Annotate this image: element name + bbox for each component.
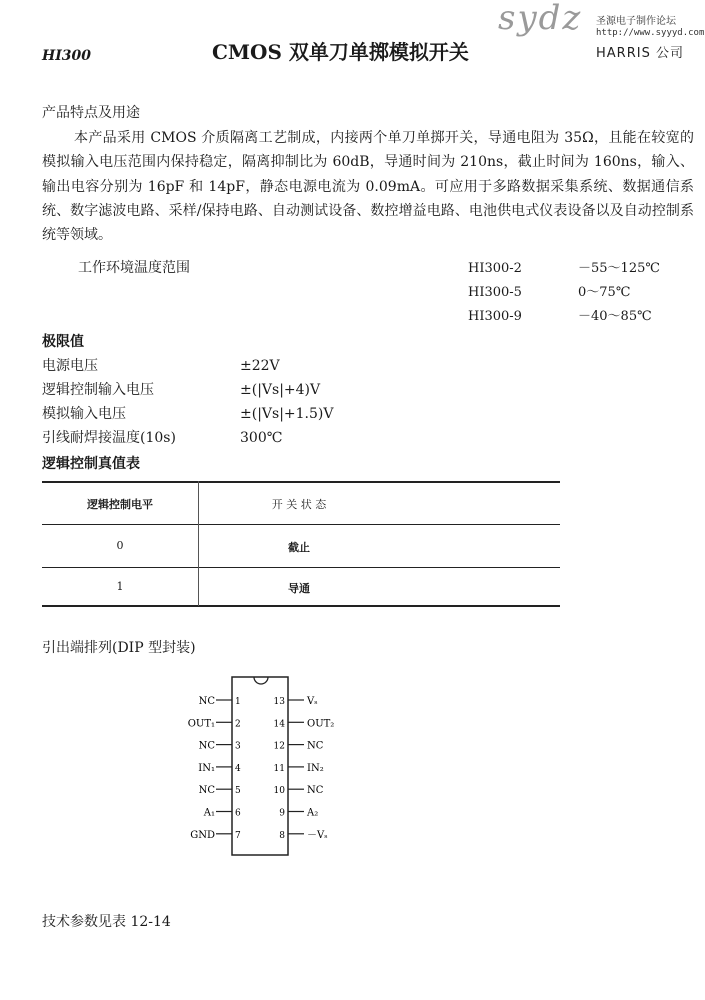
temperature-row xyxy=(468,281,630,300)
limit-value: ±(|Vs|+4)V xyxy=(240,382,321,398)
pinout-heading: 引出端排列(DIP 型封装) xyxy=(42,640,196,656)
pin-name: NC xyxy=(198,696,215,707)
temperature-code: HI300-2 xyxy=(468,261,522,276)
limit-value: ±(|Vs|+1.5)V xyxy=(240,406,334,422)
pin-name: OUT₁ xyxy=(187,718,215,730)
truth-header-state: 开 关 状 态 xyxy=(271,498,327,511)
pin1-notch xyxy=(254,677,268,684)
truth-cell-state: 导通 xyxy=(288,582,310,595)
pin-number: 4 xyxy=(235,763,241,774)
watermark-site-name: 圣源电子制作论坛 xyxy=(596,16,676,27)
truth-header-level: 逻辑控制电平 xyxy=(87,498,153,511)
pin-name: NC xyxy=(307,740,324,752)
temperature-label: 工作环境温度范围 xyxy=(78,260,190,276)
pin-number: 1 xyxy=(235,697,241,707)
pin-name: A₁ xyxy=(203,807,215,819)
temperature-range: －40～85℃ xyxy=(578,309,652,324)
truth-table-heading: 逻辑控制真值表 xyxy=(42,456,140,472)
limit-label: 引线耐焊接温度(10s) xyxy=(42,430,176,446)
table-rule xyxy=(42,567,560,568)
left-pins xyxy=(188,696,241,841)
temperature-row xyxy=(468,305,652,324)
table-rule xyxy=(42,481,560,483)
limit-label: 模拟输入电压 xyxy=(42,406,126,422)
table-rule xyxy=(42,524,560,525)
watermark-logo: sydz xyxy=(498,0,583,38)
pin-number: 12 xyxy=(273,741,285,752)
pin-name: OUT₂ xyxy=(307,718,335,730)
temperature-code: HI300-9 xyxy=(468,309,522,324)
model-number: HI300 xyxy=(42,48,91,64)
temperature-code: HI300-5 xyxy=(468,285,522,300)
pin-number: 7 xyxy=(235,830,241,841)
pin-name: GND xyxy=(190,829,215,841)
pin-number: 6 xyxy=(235,808,241,819)
dip-package-svg xyxy=(180,672,370,872)
watermark xyxy=(492,2,705,60)
pin-number: 5 xyxy=(235,786,241,797)
right-pins xyxy=(274,696,335,841)
limit-value: 300℃ xyxy=(240,430,283,446)
limit-value: ±22V xyxy=(240,358,280,374)
limit-label: 逻辑控制输入电压 xyxy=(42,382,154,398)
pin-number: 14 xyxy=(273,719,285,730)
truth-table xyxy=(42,481,560,606)
temperature-range: －55～125℃ xyxy=(578,261,660,276)
features-heading: 产品特点及用途 xyxy=(42,105,140,121)
limit-row xyxy=(42,403,334,423)
pin-name: －Vₛ xyxy=(307,829,328,841)
temperature-range: 0～75℃ xyxy=(578,285,631,300)
limit-row xyxy=(42,355,280,375)
pin-number: 11 xyxy=(273,763,285,774)
pin-name: A₂ xyxy=(307,807,319,819)
table-rule xyxy=(42,605,560,607)
pin-number: 2 xyxy=(235,719,241,730)
limit-row xyxy=(42,427,282,447)
limits-heading: 极限值 xyxy=(42,334,84,350)
page-title: CMOS 双单刀单掷模拟开关 xyxy=(212,40,469,64)
watermark-company: HARRIS 公司 xyxy=(596,46,684,61)
limit-row xyxy=(42,379,320,399)
temperature-row xyxy=(468,257,660,276)
pin-number: 3 xyxy=(235,741,241,752)
pin-name: NC xyxy=(198,740,215,752)
pin-number: 8 xyxy=(279,830,285,841)
pin-name: IN₂ xyxy=(307,762,324,774)
pin-number: 10 xyxy=(273,786,285,797)
pin-name: IN₁ xyxy=(198,762,215,774)
footer-note: 技术参数见表 12-14 xyxy=(42,914,171,930)
pin-number: 13 xyxy=(273,697,285,707)
truth-cell-level: 0 xyxy=(116,539,124,552)
pin-name: Vₛ xyxy=(307,696,318,707)
truth-cell-level: 1 xyxy=(116,580,124,593)
limit-label: 电源电压 xyxy=(42,358,98,374)
pin-number: 9 xyxy=(279,808,285,819)
watermark-url: http://www.syyyd.com xyxy=(596,28,705,38)
features-paragraph: 本产品采用 CMOS 介质隔离工艺制成，内接两个单刀单掷开关，导通电阻为 35Ω，且能在较宽的模拟输入电压范围内保持稳定，隔离抑制比为 60dB，导通时间为 210ns，截止时间为 160ns，输入、输出电容分别为 16pF 和 14pF，静态电源电流为 0.09mA。可应用于多路数据采集系统、数据通信系统、数字滤波电路、采样/保持电路、自动测试设备、数控增益电路、电池供电式仪表设备以及自动控制系统等领域。 xyxy=(42,130,694,244)
pin-name: NC xyxy=(307,785,324,797)
truth-cell-state: 截止 xyxy=(288,541,310,554)
pin-name: NC xyxy=(198,785,215,797)
dip-package-diagram xyxy=(180,672,370,872)
